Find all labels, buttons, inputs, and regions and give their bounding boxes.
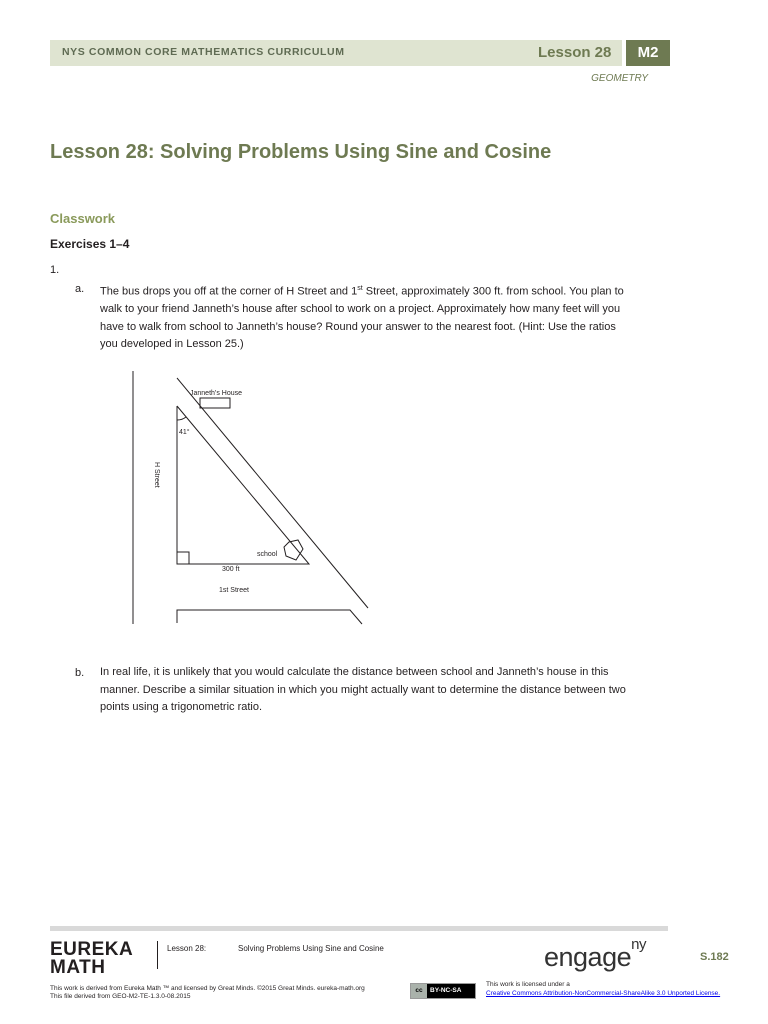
diagonal-street-edge: [177, 378, 368, 608]
angle-label: 41°: [179, 429, 190, 436]
header-lesson: Lesson 28: [538, 44, 612, 61]
school-label: school: [257, 551, 278, 558]
cc-license-badge[interactable]: [410, 983, 476, 999]
page-title: Lesson 28: Solving Problems Using Sine and Cosine: [50, 141, 552, 163]
curriculum-label: NYS COMMON CORE MATHEMATICS CURRICULUM: [62, 46, 345, 58]
credit-line-1: This work is derived from Eureka Math ™ and licensed by Great Minds. ©2015 Great Minds. eureka-math.org: [50, 985, 365, 992]
part-b-label: b.: [75, 667, 85, 679]
part-a-line: have to walk from school to Janneth’s house? Round your answer to the nearest foot. (Hint: Use the ratios: [100, 320, 616, 333]
credit-line-2: This file derived from GEO-M2-TE-1.3.0-08.2015: [50, 993, 191, 1000]
exercise-number: 1.: [50, 264, 60, 276]
engageny-logo: [544, 936, 646, 973]
module-badge: M2: [626, 40, 670, 66]
first-street-label: 1st Street: [219, 587, 249, 594]
logo-line-1: EUREKA: [50, 939, 134, 960]
footer-lesson: Lesson 28:: [167, 944, 207, 953]
cc-icon: cc: [411, 984, 427, 998]
page-number: S.182: [700, 951, 729, 963]
footer-divider: [157, 941, 158, 969]
part-b-text: [100, 664, 670, 717]
part-a-label: a.: [75, 283, 85, 295]
triangle: [177, 406, 309, 564]
distance-label: 300 ft: [222, 566, 240, 573]
first-street-edge: [177, 610, 362, 624]
footer-lesson-title: Solving Problems Using Sine and Cosine: [238, 944, 384, 953]
school-icon: [284, 540, 303, 560]
part-a-line: walk to your friend Janneth’s house after school to work on a project. Approximately how many feet will you: [100, 303, 621, 316]
engage-text: engage: [544, 942, 632, 972]
angle-arc: [177, 417, 186, 420]
subsection-heading: Exercises 1–4: [50, 237, 130, 251]
footer-rule: [50, 926, 668, 931]
house-icon: [200, 398, 230, 408]
section-heading: Classwork: [50, 211, 116, 226]
logo-line-2: MATH: [50, 957, 106, 978]
part-a-line: you developed in Lesson 25.): [100, 338, 244, 351]
part-b-line: points using a trigonometric ratio.: [100, 701, 263, 713]
h-street-label: H Street: [153, 462, 160, 488]
part-a-line: The bus drops you off at the corner of H Street and 1st Street, approximately 300 ft. from school. You plan to: [100, 285, 624, 298]
engage-sup: ny: [631, 936, 646, 953]
right-angle-marker: [177, 552, 189, 564]
license-line-1: This work is licensed under a: [486, 981, 570, 988]
part-b-line: In real life, it is unlikely that you would calculate the distance between school and Janneth’s house in this: [100, 666, 609, 678]
house-label: Janneth’s House: [190, 390, 243, 397]
street-diagram: [126, 368, 376, 630]
subject-label: GEOMETRY: [591, 73, 648, 84]
part-b-line: manner. Describe a similar situation in which you might actually want to determine the distance between two: [100, 683, 626, 696]
eureka-math-logo: [50, 941, 133, 977]
license-link[interactable]: Creative Commons Attribution-NonCommercial-ShareAlike 3.0 Unported License.: [486, 990, 721, 997]
part-a-text: [100, 280, 670, 354]
cc-badge-text: BY-NC-SA: [430, 987, 462, 994]
